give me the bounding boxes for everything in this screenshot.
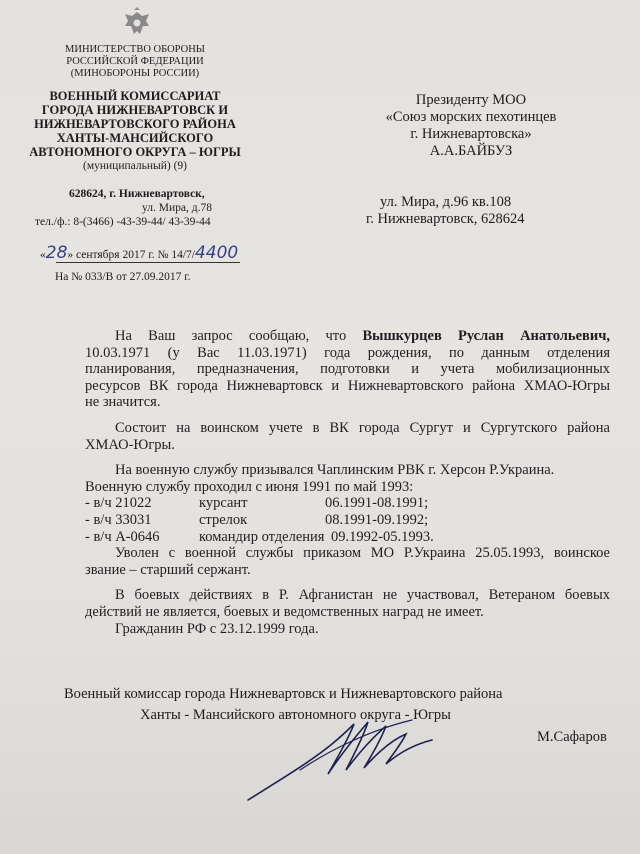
service-period: 06.1991-08.1991;	[325, 495, 429, 512]
sender-address-line2: ул. Мира, д.78	[142, 202, 212, 214]
service-row	[85, 512, 610, 529]
service-unit: - в/ч 33031	[85, 511, 152, 528]
sender-address-line1: 628624, г. Нижневартовск,	[69, 188, 205, 200]
service-unit: - в/ч А-0646	[85, 528, 160, 545]
ministry-line: РОССИЙСКОЙ ФЕДЕРАЦИИ	[66, 56, 204, 67]
body-line: 10.03.1971 (у Вас 11.03.1971) года рождения, по данным отделения	[85, 344, 610, 361]
body-line: планирования, предназначения, подготовки и учета мобилизационных	[85, 361, 610, 378]
body-line: Военную службу проходил с июня 1991 по май 1993:	[85, 478, 414, 495]
sender-phone: тел./ф.: 8-(3466) -43-39-44/ 43-39-44	[35, 216, 211, 228]
service-period: 08.1991-09.1992;	[325, 511, 429, 528]
body-line: ресурсов ВК города Нижневартовск и Нижневартовского района ХМАО-Югры	[85, 377, 610, 394]
recipient-line: Президенту МОО	[415, 92, 527, 108]
office-line: АВТОНОМНОГО ОКРУГА – ЮГРЫ	[29, 145, 241, 159]
person-name: Вышкурцев Руслан Анатольевич,	[362, 328, 610, 344]
signatory-name: М.Сафаров	[537, 729, 607, 745]
recipient-address	[366, 194, 525, 228]
body-line: ХМАО-Югры.	[85, 436, 175, 453]
letter-body	[85, 328, 610, 637]
service-role: курсант	[199, 495, 248, 512]
office-line: ГОРОДА НИЖНЕВАРТОВСК И	[41, 103, 229, 117]
service-row	[85, 495, 610, 512]
office-line: ХАНТЫ-МАНСИЙСКОГО	[56, 131, 214, 145]
incoming-reference: На № 033/В от 27.09.2017 г.	[55, 271, 191, 283]
body-line: не значится.	[85, 394, 161, 411]
office-municipal: (муниципальный) (9)	[83, 160, 187, 172]
commissariat-header	[22, 89, 248, 173]
ministry-line: (МИНОБОРОНЫ РОССИИ)	[70, 68, 200, 79]
ministry-header	[30, 44, 240, 80]
body-line	[85, 328, 610, 345]
recipient-line: А.А.БАЙБУЗ	[429, 143, 513, 159]
recipient-address-line2: г. Нижневартовск, 628624	[366, 211, 525, 227]
date-underline	[56, 262, 240, 263]
body-line: На военную службу призывался Чаплинским РВК г. Херсон Р.Украина.	[115, 462, 555, 479]
body-line: Гражданин РФ с 23.12.1999 года.	[115, 620, 319, 637]
outgoing-number-handwritten: 4400	[194, 243, 239, 263]
service-unit: - в/ч 21022	[85, 495, 152, 512]
service-role: командир отделения	[199, 528, 325, 545]
recipient-block	[352, 92, 590, 160]
coat-of-arms-emblem	[119, 6, 155, 42]
body-line: звание – старший сержант.	[85, 561, 251, 578]
body-line: В боевых действиях в Р. Афганистан не участвовал, Ветераном боевых	[115, 587, 610, 604]
recipient-line: «Союз морских пехотинцев	[385, 109, 557, 125]
outgoing-date-number: «28» сентября 2017 г. № 14/7/4400	[40, 243, 239, 263]
body-line: Состоит на воинском учете в ВК города Сургут и Сургутского района	[115, 419, 610, 436]
office-line: ВОЕННЫЙ КОМИССАРИАТ	[49, 89, 221, 103]
handwritten-signature	[240, 700, 440, 810]
date-day-handwritten: 28	[45, 243, 68, 263]
service-period: 09.1992-05.1993.	[331, 528, 434, 545]
service-row	[85, 529, 610, 546]
ministry-line: МИНИСТЕРСТВО ОБОРОНЫ	[65, 44, 205, 55]
office-line: НИЖНЕВАРТОВСКОГО РАЙОНА	[34, 117, 236, 131]
recipient-line: г. Нижневартовска»	[410, 126, 532, 142]
body-line: действий не является, боевых и ведомственных наград не имеет.	[85, 603, 484, 620]
date-text: » сентября 2017 г. № 14/7/	[67, 249, 195, 261]
body-line: Уволен с военной службы приказом МО Р.Украина 25.05.1993, воинское	[115, 545, 610, 562]
body-text: На Ваш запрос сообщаю, что	[115, 328, 363, 344]
signatory-title-line1: Военный комиссар города Нижневартовск и Нижневартовского района	[64, 686, 503, 702]
signatory-title-line2: Ханты - Мансийского автономного округа - Югры	[140, 707, 451, 723]
service-role: стрелок	[199, 511, 248, 528]
recipient-address-line1: ул. Мира, д.96 кв.108	[380, 194, 512, 210]
